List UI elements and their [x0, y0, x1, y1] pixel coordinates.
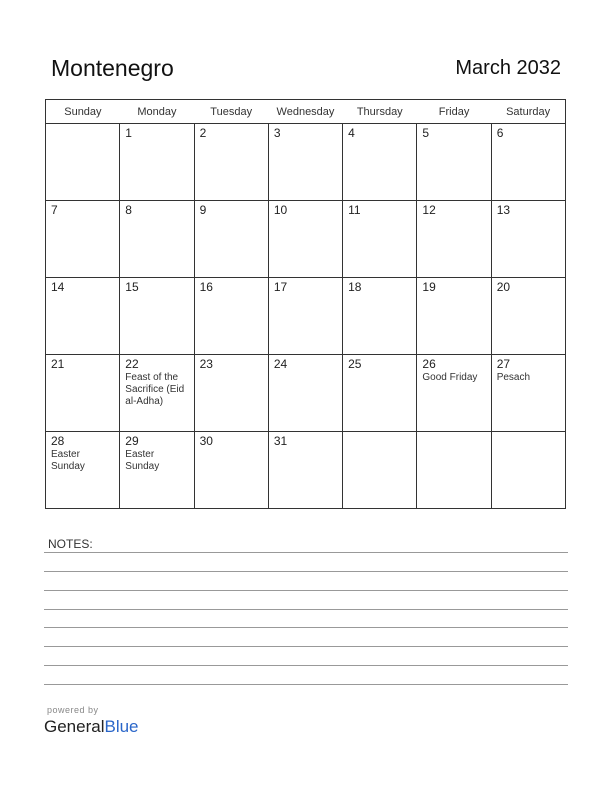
calendar-day-cell[interactable] [343, 201, 417, 278]
calendar-day-cell[interactable] [268, 124, 342, 201]
weekday-saturday: Saturday [491, 100, 565, 124]
calendar-day-cell[interactable] [268, 278, 342, 355]
day-number: 5 [422, 126, 430, 140]
weekday-wednesday: Wednesday [268, 100, 342, 124]
note-line [44, 571, 568, 572]
holiday-event: Feast of the Sacrifice (Eid al-Adha) [125, 372, 185, 407]
weekday-monday: Monday [120, 100, 194, 124]
calendar-week-row [46, 278, 566, 355]
day-number: 10 [273, 203, 288, 217]
calendar-day-cell[interactable] [194, 432, 268, 509]
calendar-day-cell[interactable] [491, 124, 565, 201]
weekday-tuesday: Tuesday [194, 100, 268, 124]
day-number: 26 [422, 357, 436, 371]
calendar-day-cell[interactable] [46, 278, 120, 355]
day-number: 9 [199, 203, 207, 217]
note-line [44, 684, 568, 685]
day-number: 15 [125, 280, 139, 294]
note-line [44, 627, 568, 628]
calendar-day-cell[interactable] [343, 355, 417, 432]
day-number: 1 [125, 126, 132, 140]
calendar-day-cell[interactable] [417, 278, 491, 355]
calendar-body [46, 124, 566, 509]
day-number: 8 [125, 203, 132, 217]
calendar-day-cell[interactable] [46, 355, 120, 432]
calendar-day-cell[interactable] [343, 432, 417, 509]
day-number: 7 [51, 203, 58, 217]
calendar-day-cell[interactable] [46, 201, 120, 278]
calendar-day-cell[interactable] [194, 124, 268, 201]
calendar-day-cell[interactable] [194, 355, 268, 432]
day-number: 22 [125, 357, 139, 371]
calendar-day-cell[interactable] [343, 278, 417, 355]
calendar-day-cell[interactable] [46, 124, 120, 201]
calendar-day-cell[interactable] [120, 355, 194, 432]
day-number: 17 [273, 280, 288, 294]
calendar-day-cell[interactable] [46, 432, 120, 509]
powered-by-text: powered by [47, 705, 99, 715]
note-line [44, 590, 568, 591]
day-number: 18 [348, 280, 362, 294]
weekday-sunday: Sunday [46, 100, 120, 124]
note-line [44, 665, 568, 666]
holiday-event: Easter Sunday [125, 449, 160, 472]
day-number: 30 [199, 434, 213, 448]
day-number: 14 [51, 280, 65, 294]
holiday-event: Good Friday [422, 372, 478, 383]
calendar-day-cell[interactable] [417, 432, 491, 509]
note-line [44, 552, 568, 553]
calendar-week-row [46, 201, 566, 278]
calendar-day-cell[interactable] [417, 201, 491, 278]
calendar-day-cell[interactable] [491, 201, 565, 278]
calendar-day-cell[interactable] [194, 278, 268, 355]
note-line [44, 609, 568, 610]
calendar-day-cell[interactable] [268, 355, 342, 432]
day-number: 28 [51, 434, 65, 448]
calendar-day-cell[interactable] [120, 201, 194, 278]
country-title: Montenegro [51, 55, 174, 81]
calendar-day-cell[interactable] [417, 124, 491, 201]
day-number: 23 [199, 357, 213, 371]
calendar-week-row [46, 432, 566, 509]
day-number: 21 [51, 357, 65, 371]
calendar-day-cell[interactable] [268, 201, 342, 278]
weekday-thursday: Thursday [343, 100, 417, 124]
day-number: 16 [199, 280, 213, 294]
calendar-day-cell[interactable] [120, 278, 194, 355]
day-number: 11 [348, 203, 361, 217]
weekday-friday: Friday [417, 100, 491, 124]
day-number: 25 [348, 357, 362, 371]
day-number: 19 [422, 280, 436, 294]
day-number: 13 [496, 203, 511, 217]
weekday-header-row [46, 100, 566, 124]
day-number: 29 [125, 434, 139, 448]
calendar-grid [45, 99, 566, 509]
day-number: 6 [496, 126, 504, 140]
brand-blue: Blue [104, 717, 139, 736]
brand-general: General [44, 717, 105, 736]
day-number: 31 [273, 434, 288, 448]
calendar-day-cell[interactable] [417, 355, 491, 432]
month-year-title: March 2032 [455, 57, 561, 79]
calendar-day-cell[interactable] [491, 355, 565, 432]
calendar-day-cell[interactable] [268, 432, 342, 509]
day-number: 20 [496, 280, 511, 294]
note-line [44, 646, 568, 647]
generalblue-logo[interactable] [44, 717, 139, 737]
calendar-day-cell[interactable] [194, 201, 268, 278]
calendar-day-cell[interactable] [120, 124, 194, 201]
notes-label: NOTES: [48, 537, 93, 551]
calendar-day-cell[interactable] [343, 124, 417, 201]
day-number: 3 [273, 126, 281, 140]
calendar-day-cell[interactable] [120, 432, 194, 509]
calendar-day-cell[interactable] [491, 432, 565, 509]
holiday-event: Pesach [496, 372, 531, 383]
holiday-event: Easter Sunday [51, 449, 85, 472]
day-number: 24 [273, 357, 288, 371]
calendar-day-cell[interactable] [491, 278, 565, 355]
day-number: 12 [422, 203, 436, 217]
calendar-week-row [46, 355, 566, 432]
day-number: 2 [199, 126, 207, 140]
calendar-week-row [46, 124, 566, 201]
day-number: 27 [496, 357, 511, 371]
day-number: 4 [348, 126, 355, 140]
